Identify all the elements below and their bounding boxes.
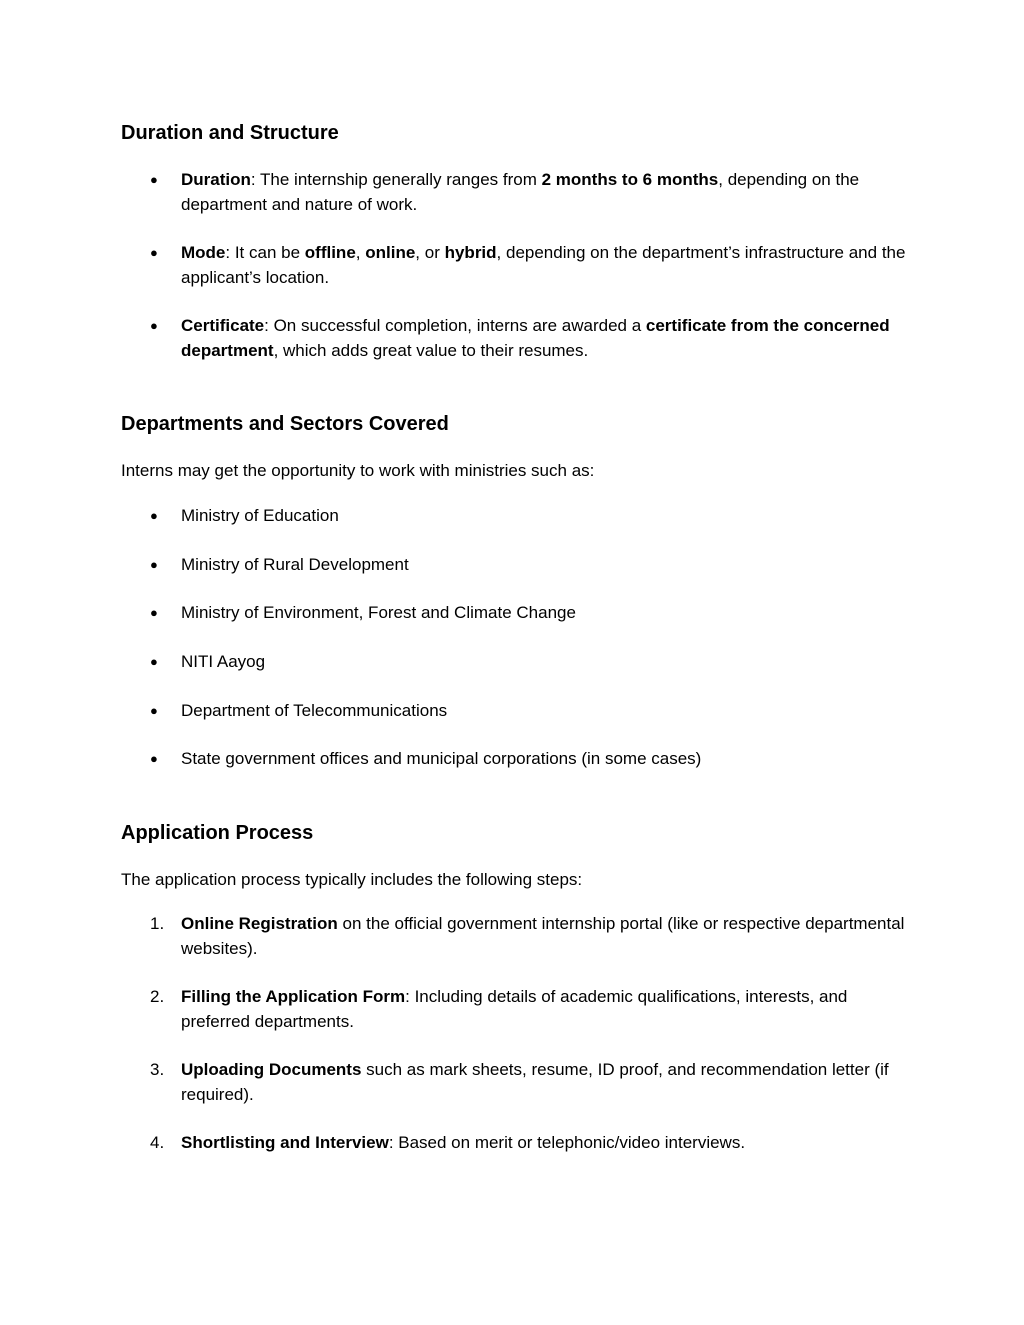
step-text <box>181 912 910 961</box>
numbered-step <box>150 1131 910 1156</box>
list-item <box>150 601 910 626</box>
bold-term: Shortlisting and Interview <box>181 1133 389 1152</box>
bold-term: 2 months to 6 months <box>541 170 719 189</box>
list-item-text <box>181 241 910 290</box>
bold-term: hybrid <box>444 243 497 262</box>
list-item-duration <box>150 168 910 217</box>
section-heading-duration: Duration and Structure <box>121 122 339 144</box>
list-item-text: State government offices and municipal corporations (in some cases) <box>181 749 702 768</box>
bold-term: online <box>365 243 416 262</box>
step-number: 1. <box>150 914 165 933</box>
text-fragment: : On successful completion, interns are awarded a <box>264 316 646 335</box>
list-item-text: Ministry of Environment, Forest and Climate Change <box>181 603 576 622</box>
step-number: 3. <box>150 1060 165 1079</box>
bullet-marker: ● <box>150 751 158 766</box>
list-item <box>150 699 910 724</box>
step-text <box>181 985 910 1034</box>
text-fragment: : Including details of academic qualifications, interests, and preferred departments. <box>181 987 848 1031</box>
numbered-step <box>150 1058 910 1107</box>
text-fragment: : It can be <box>225 243 305 262</box>
section-intro-application: The application process typically includes the following steps: <box>121 870 583 889</box>
bullet-marker: ● <box>150 508 158 523</box>
step-text <box>181 1131 910 1156</box>
list-item-mode <box>150 241 910 290</box>
numbered-step <box>150 985 910 1034</box>
bold-term: Certificate <box>181 316 265 335</box>
list-item-text: NITI Aayog <box>181 652 266 671</box>
text-fragment: such as mark sheets, resume, ID proof, and recommendation letter (if required). <box>181 1060 889 1104</box>
list-item-certificate <box>150 314 910 363</box>
text-fragment: , depending on the department and nature of work. <box>181 170 860 214</box>
text-fragment: : The internship generally ranges from <box>250 170 542 189</box>
bold-term: Uploading Documents <box>181 1060 362 1079</box>
text-fragment: , which adds great value to their resumes. <box>273 340 589 360</box>
bold-term: offline <box>304 243 356 262</box>
bold-term: Filling the Application Form <box>181 987 406 1006</box>
text-fragment: on the official government internship portal (like or respective departmental websites). <box>181 914 905 958</box>
step-number: 4. <box>150 1133 165 1152</box>
step-text <box>181 1058 910 1107</box>
section-heading-application: Application Process <box>121 822 314 844</box>
bullet-marker: ● <box>150 654 158 669</box>
list-item <box>150 553 910 578</box>
bold-term: certificate from the concerned department <box>181 316 890 360</box>
section-heading-departments: Departments and Sectors Covered <box>121 413 449 435</box>
text-fragment: : Based on merit or telephonic/video interviews. <box>388 1133 746 1152</box>
step-number: 2. <box>150 987 165 1006</box>
bullet-marker: ● <box>150 557 158 572</box>
bold-term: Mode <box>181 243 226 262</box>
list-item-text: Department of Telecommunications <box>181 701 448 720</box>
list-item-text <box>181 168 910 217</box>
list-item-text: Ministry of Rural Development <box>181 555 409 574</box>
list-item-text: Ministry of Education <box>181 506 339 525</box>
bullet-marker: ● <box>150 318 158 333</box>
list-item <box>150 650 910 675</box>
list-item <box>150 504 910 529</box>
bullet-marker: ● <box>150 172 158 187</box>
bold-term: Duration <box>181 170 251 189</box>
bullet-marker: ● <box>150 605 158 620</box>
bold-term: Online Registration <box>181 914 338 933</box>
list-item-text <box>181 314 910 363</box>
text-fragment: , depending on the department’s infrastructure and the applicant’s location. <box>181 243 906 287</box>
text-fragment: , or <box>415 243 445 262</box>
bullet-marker: ● <box>150 245 158 260</box>
section-intro-departments: Interns may get the opportunity to work with ministries such as: <box>121 461 595 480</box>
numbered-step <box>150 912 910 961</box>
list-item <box>150 747 910 772</box>
bullet-marker: ● <box>150 703 158 718</box>
text-fragment: , <box>355 243 366 262</box>
